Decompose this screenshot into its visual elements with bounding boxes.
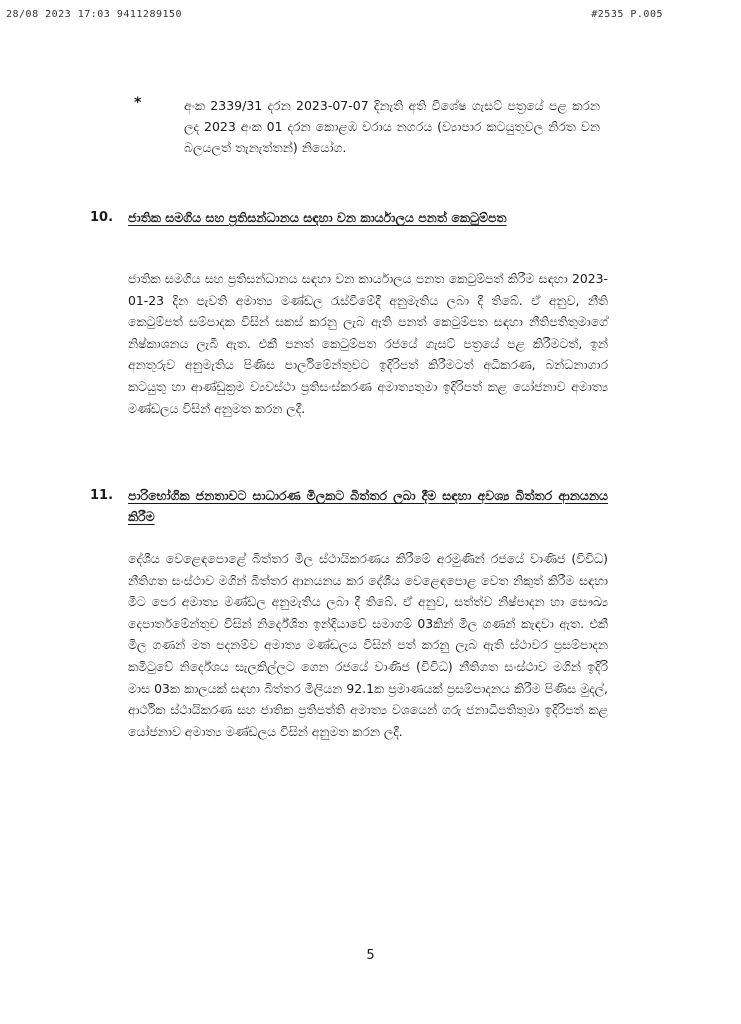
bullet-mark: * — [134, 95, 142, 111]
section-10-heading: ජාතික සමගිය සහ ප්‍රතිසන්ධානය සඳහා වන කාර්යාලය පනත් කෙටුම්පත — [128, 210, 507, 225]
section-11-heading: පාරිභෝගික ජනතාවට සාධාරණ මිලකට බිත්තර ලබා දීම සඳහා අවශ්‍ය බිත්තර ආනයනය කිරීම — [128, 488, 608, 524]
section-11-body: දේශීය වෙළෙඳපොළේ බිත්තර මිල ස්ථායිකරණය කිරීමේ අරමුණින් රජයේ වාණිජ (විවිධ) නීතිගත සංස්ථාව මගින් බිත්තර ආනයනය කර දේශීය වෙළෙඳපොළ වෙත නිකුත් කිරීම සඳහා මීට පෙර අමාත්‍ය මණ්ඩල අනුමැතිය ලබා දී තිබේ. ඒ අනුව, සත්ත්ව නිෂ්පාදන හා සෞඛ්‍ය දෙපාර්තමේන්තුව විසින් නිර්දේශිත ඉන්දියාවේ සමාගම් 03කින් මිල ගණන් කැඳවා ඇත. එකී මිල ගණන් මත පදනම්ව අමාත්‍ය මණ්ඩලය විසින් පත් කරනු ලැබ ඇති ස්ථාවර ප්‍රසම්පාදන කමිටුවේ නිර්දේශය සැලකිල්ලට ගෙන රජයේ වාණිජ (විවිධ) නීතිගත සංස්ථාව මගින් ඉදිරි මාස 03ක කාලයක් සඳහා බිත්තර මිලියන 92.1ක ප්‍රමාණයක් ප්‍රසම්පාදනය කිරීම පිණිස මුදල්, ආර්ථික ස්ථායිකරණ සහ ජාතික ප්‍රතිපත්ති අමාත්‍ය වශයෙන් ගරු ජනාධිපතිතුමා ඉදිරිපත් කළ යෝජනාව අමාත්‍ය මණ්ඩලය විසින් අනුමත කරන ලදී. — [128, 551, 608, 739]
bullet-text: අංක 2339/31 දරන 2023-07-07 දිනැති අති විශේෂ ගැසට් පත්‍රයේ පළ කරන ලද 2023 අංක 01 දරන කොළඹ වරාය නගරය (ව්‍යාපාර කටයුතුවල නිරත වන බලයලත් තැනැත්තන්) නියෝග. — [184, 98, 600, 155]
fax-header-left: 28/08 2023 17:03 9411289150 — [6, 9, 183, 20]
page-number: 5 — [366, 948, 375, 963]
fax-header-right: #2535 P.005 — [591, 9, 663, 20]
section-10-number: 10. — [90, 210, 114, 225]
section-11-number: 11. — [90, 488, 114, 503]
bullet-item — [134, 95, 600, 158]
section-10-body: ජාතික සමගිය සහ ප්‍රතිසන්ධානය සඳහා වන කාර්යාලය පනත කෙටුම්පත් කිරීම සඳහා 2023-01-23 දින පැවති අමාත්‍ය මණ්ඩල රැස්වීමේදී අනුමැතිය ලබා දී තිබේ. ඒ අනුව, නීති කෙටුම්පත් සම්පාදක විසින් සකස් කරනු ලැබ ඇති පනත් කෙටුම්පත සඳහා නීතිපතිතුමාගේ නිෂ්කාශනය ලැබී ඇත. එකී පනත් කෙටුම්පත රජයේ ගැසට් පත්‍රයේ පළ කිරීමටත්, ඉන් අනතුරුව අනුමැතිය පිණිස පාර්ලිමේන්තුවට ඉදිරිපත් කිරීමටත් අධිකරණ, බන්ධනාගාර කටයුතු හා ආණ්ඩුක්‍රම ව්‍යවස්ථා ප්‍රතිසංස්කරණ අමාත්‍යතුමා ඉදිරිපත් කළ යෝජනාව අමාත්‍ය මණ්ඩලය විසින් අනුමත කරන ලදී. — [128, 271, 608, 416]
